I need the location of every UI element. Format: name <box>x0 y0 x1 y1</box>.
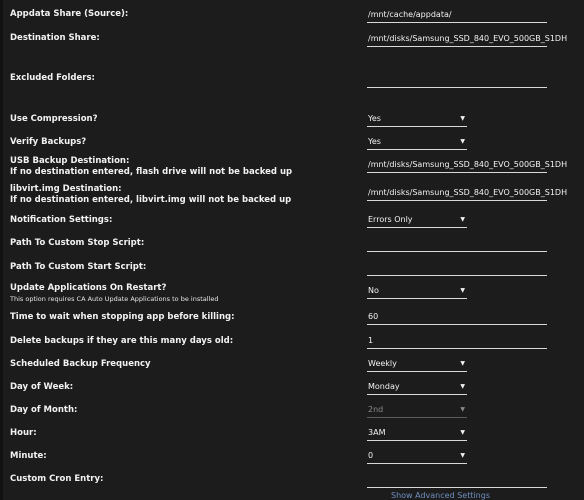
update-apps-label: Update Applications On Restart? <box>10 283 167 293</box>
delete-backups-value: 1 <box>368 336 374 345</box>
start-script-input[interactable] <box>367 262 547 276</box>
caret-down-icon: ▼ <box>460 115 465 122</box>
usb-backup-label: USB Backup Destination: <box>10 156 130 166</box>
custom-cron-label: Custom Cron Entry: <box>10 474 104 484</box>
stop-script-input[interactable] <box>367 238 547 252</box>
appdata-share-value: /mnt/cache/appdata/ <box>368 10 452 19</box>
hour-value: 3AM <box>368 428 386 437</box>
usb-backup-label-group <box>10 156 292 178</box>
update-apps-label-group <box>10 283 218 304</box>
usb-backup-value: /mnt/disks/Samsung_SSD_840_EVO_500GB_S1DH <box>368 160 568 169</box>
show-advanced-settings-link[interactable]: Show Advanced Settings <box>391 491 490 500</box>
destination-share-label: Destination Share: <box>10 33 100 43</box>
frequency-select[interactable] <box>367 358 467 372</box>
libvirt-value: /mnt/disks/Samsung_SSD_840_EVO_500GB_S1DH <box>368 188 568 197</box>
custom-cron-input[interactable] <box>367 474 547 488</box>
minute-value: 0 <box>368 451 374 460</box>
hour-label: Hour: <box>10 428 37 438</box>
hour-select[interactable] <box>367 427 467 441</box>
wait-time-label: Time to wait when stopping app before killing: <box>10 312 235 322</box>
usb-backup-note: If no destination entered, flash drive will not be backed up <box>10 167 293 177</box>
verify-backups-label: Verify Backups? <box>10 137 87 147</box>
update-apps-select[interactable] <box>367 285 467 299</box>
notification-label: Notification Settings: <box>10 215 113 225</box>
libvirt-input[interactable] <box>367 187 568 201</box>
update-apps-note: This option requires CA Auto Update Applications to be installed <box>10 295 219 303</box>
appdata-share-input[interactable] <box>367 9 547 23</box>
day-of-week-select[interactable] <box>367 381 467 395</box>
left-edge <box>0 0 3 500</box>
minute-select[interactable] <box>367 450 467 464</box>
delete-backups-label: Delete backups if they are this many days old: <box>10 336 234 346</box>
frequency-label: Scheduled Backup Frequency <box>10 359 151 369</box>
wait-time-input[interactable] <box>367 311 547 325</box>
libvirt-label-group <box>10 184 291 206</box>
caret-down-icon: ▼ <box>460 287 465 294</box>
appdata-share-label: Appdata Share (Source): <box>10 9 129 19</box>
caret-down-icon: ▼ <box>460 216 465 223</box>
use-compression-value: Yes <box>368 114 381 123</box>
start-script-value <box>367 263 368 272</box>
frequency-value: Weekly <box>368 359 397 368</box>
verify-backups-select[interactable] <box>367 136 467 150</box>
caret-down-icon: ▼ <box>460 452 465 459</box>
start-script-label: Path To Custom Start Script: <box>10 262 147 272</box>
caret-down-icon: ▼ <box>460 360 465 367</box>
use-compression-select[interactable] <box>367 113 467 127</box>
stop-script-label: Path To Custom Stop Script: <box>10 238 145 248</box>
notification-select[interactable] <box>367 214 467 228</box>
libvirt-label: libvirt.img Destination: <box>10 184 122 194</box>
delete-backups-input[interactable] <box>367 335 547 349</box>
notification-value: Errors Only <box>368 215 413 224</box>
day-of-month-value: 2nd <box>368 405 384 414</box>
caret-down-icon: ▼ <box>460 429 465 436</box>
day-of-week-label: Day of Week: <box>10 382 74 392</box>
day-of-week-value: Monday <box>368 382 400 391</box>
usb-backup-input[interactable] <box>367 159 568 173</box>
excluded-folders-value <box>367 75 368 84</box>
day-of-month-label: Day of Month: <box>10 405 78 415</box>
custom-cron-value <box>367 475 368 484</box>
destination-share-input[interactable] <box>367 33 568 47</box>
day-of-month-select[interactable] <box>367 404 467 418</box>
libvirt-note: If no destination entered, libvirt.img will not be backed up <box>10 195 292 205</box>
minute-label: Minute: <box>10 451 47 461</box>
verify-backups-value: Yes <box>368 137 381 146</box>
caret-down-icon: ▼ <box>460 406 465 413</box>
excluded-folders-label: Excluded Folders: <box>10 73 95 83</box>
use-compression-label: Use Compression? <box>10 114 98 124</box>
caret-down-icon: ▼ <box>460 138 465 145</box>
update-apps-value: No <box>368 286 379 295</box>
destination-share-value: /mnt/disks/Samsung_SSD_840_EVO_500GB_S1DH <box>368 34 568 43</box>
stop-script-value <box>367 239 368 248</box>
wait-time-value: 60 <box>368 312 379 321</box>
excluded-folders-input[interactable] <box>367 74 547 88</box>
caret-down-icon: ▼ <box>460 383 465 390</box>
